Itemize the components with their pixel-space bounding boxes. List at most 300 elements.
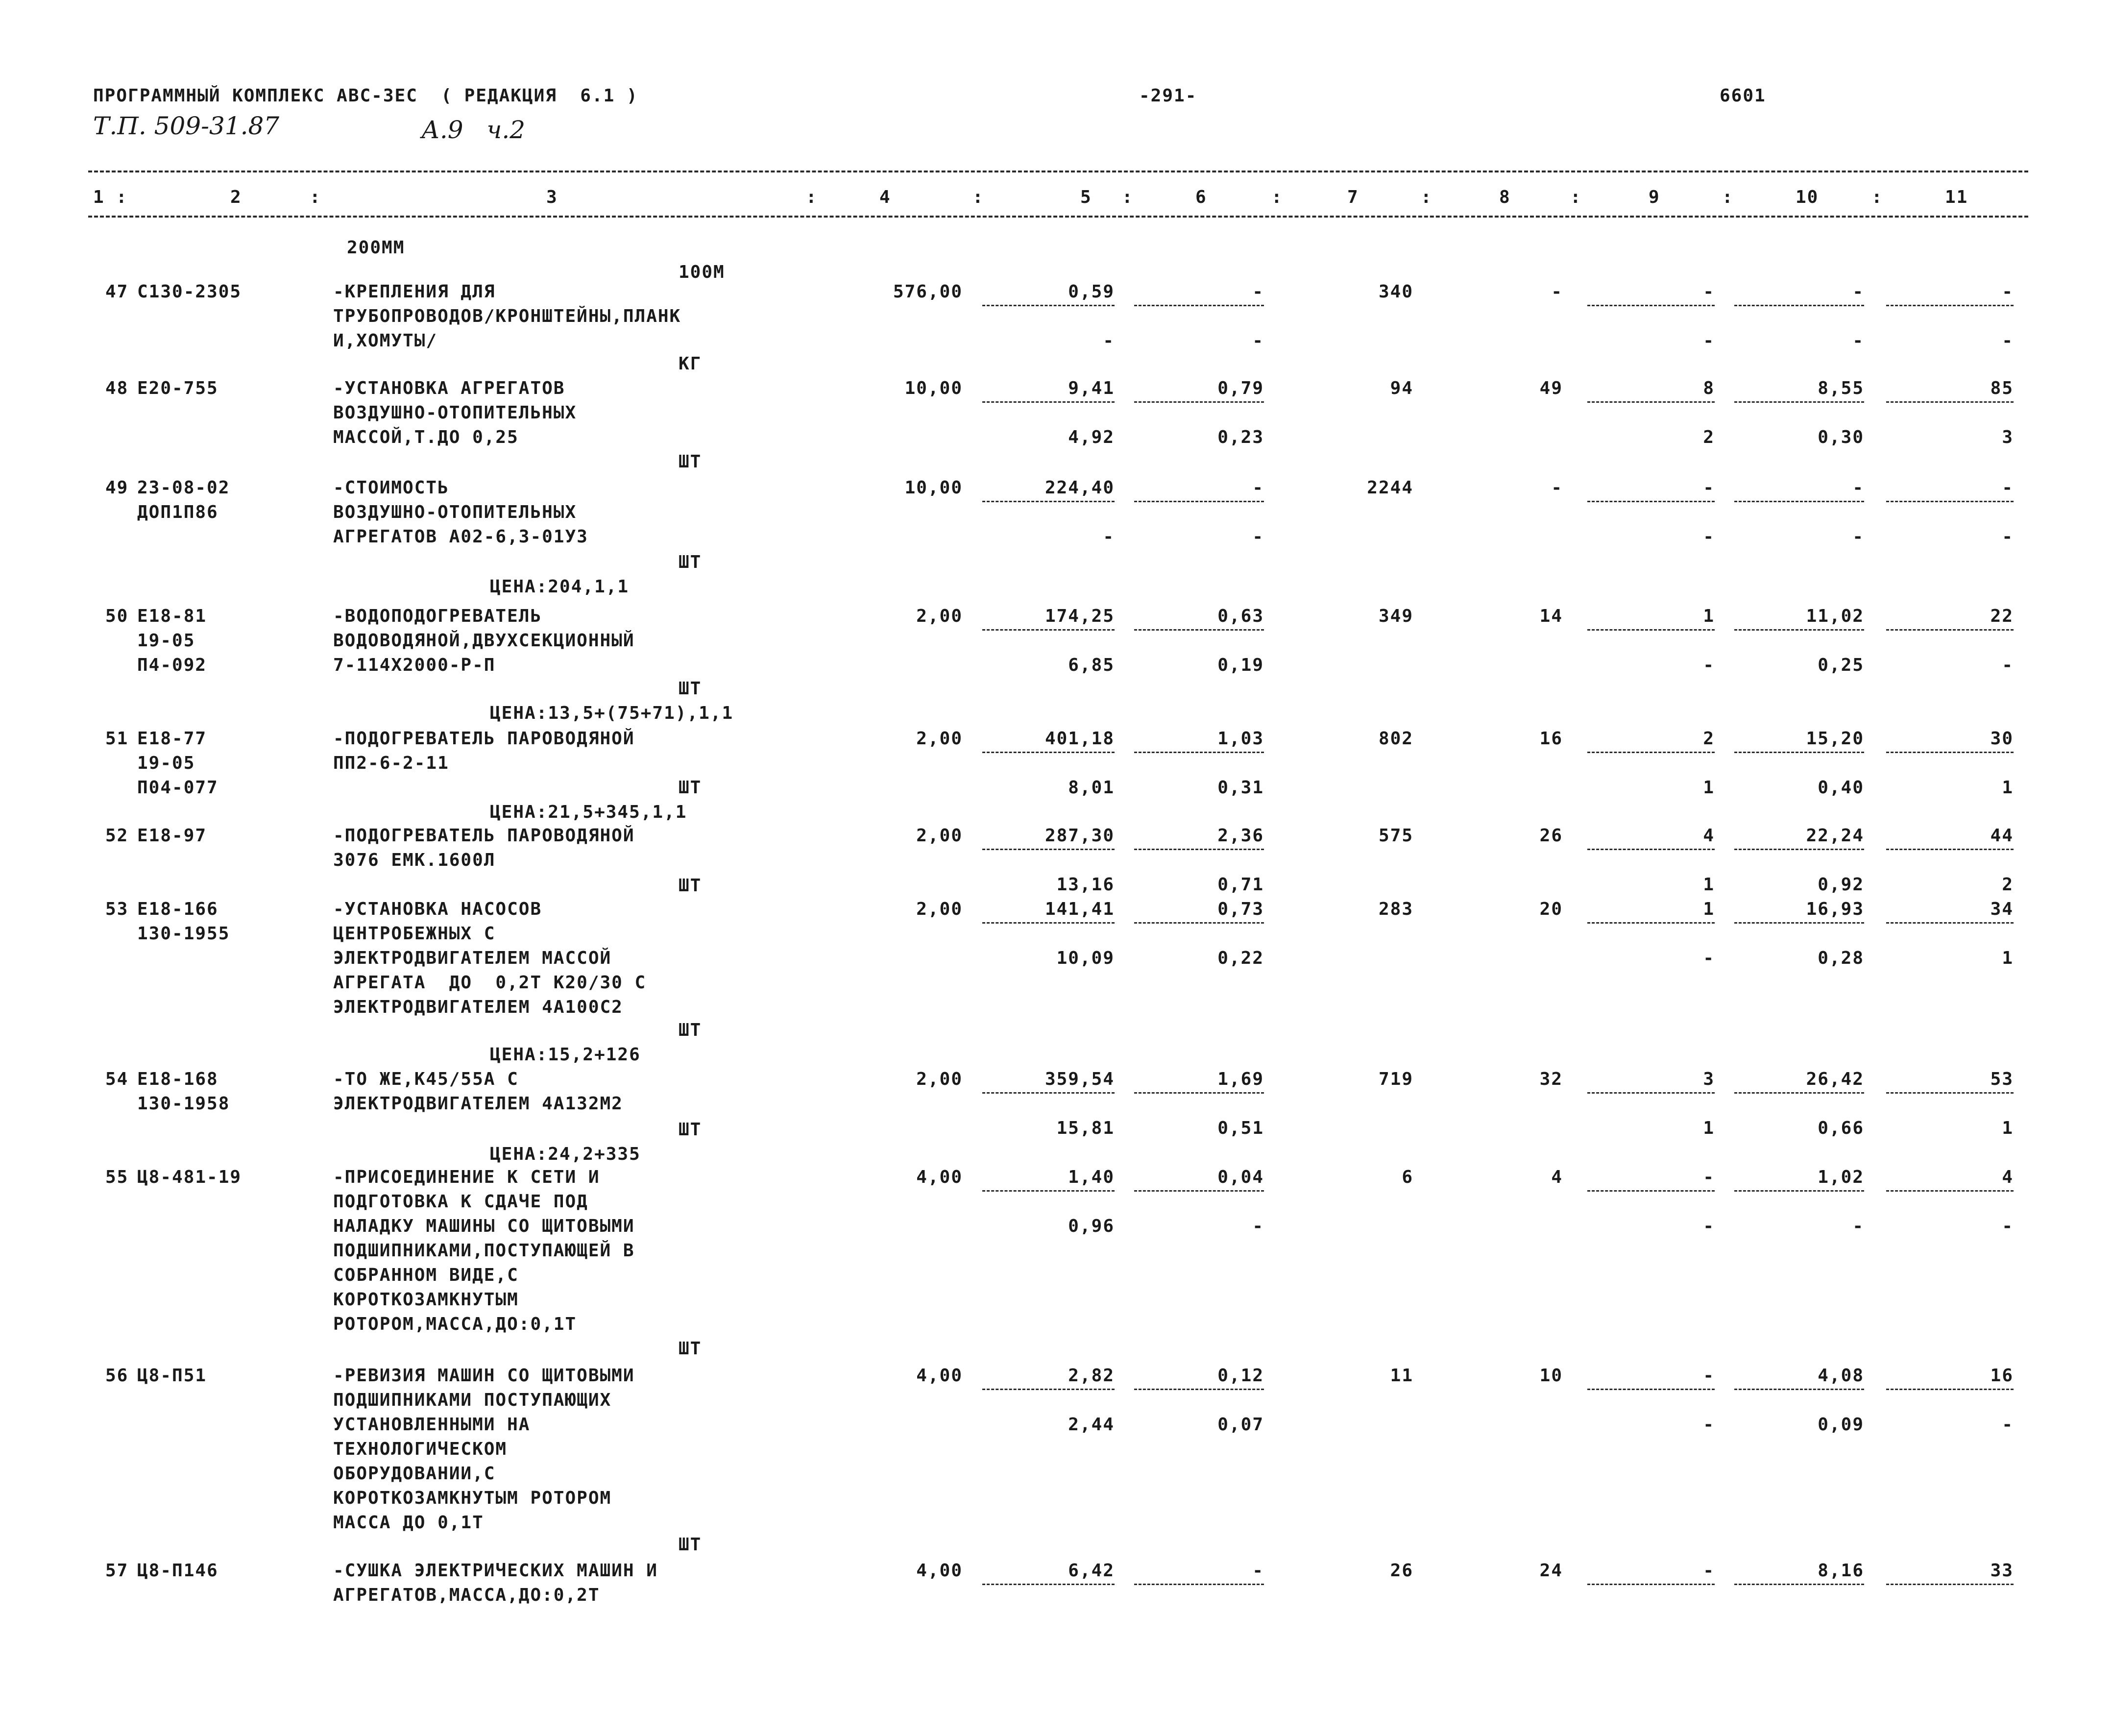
fraction-rule [1886,1190,2014,1192]
fraction-rule [1134,401,1264,403]
cost-unit-machines: - [1252,478,1264,498]
quantity-value: 2,00 [916,826,963,846]
quantity-value: 10,00 [904,378,963,398]
fraction-rule [1134,752,1264,753]
item-description: -УСТАНОВКА НАСОСОВ [333,899,542,919]
cost-unit-total: 1,40 [1068,1167,1115,1187]
labor-hours-total: 4 [2002,1167,2014,1187]
fraction-rule [1587,1190,1715,1192]
total-direct-cost: 6 [1402,1167,1413,1187]
total-wages: 16 [1539,729,1563,749]
fraction-rule [1734,1389,1864,1390]
norm-code: Е18-77 [137,729,207,749]
row-number: 54 [105,1069,129,1089]
column-header-9: 9 [1649,187,1660,207]
column-separator: : [1271,187,1283,207]
quantity-value: 576,00 [893,282,963,302]
fraction-rule [1134,629,1264,631]
column-header-3: 3 [546,187,558,207]
item-description: СОБРАННОМ ВИДЕ,С [333,1265,519,1285]
item-description: ПОДШИПНИКАМИ ПОСТУПАЮЩИХ [333,1390,612,1410]
labor-hours-machines-total: 1 [2002,778,2014,798]
labor-hours-machines-total: - [2002,655,2014,675]
norm-code: ДОП1П86 [137,502,218,522]
total-wages: 32 [1539,1069,1563,1089]
labor-cost-value: 1 [1703,899,1715,919]
fraction-rule [1587,629,1715,631]
fraction-rule [1734,629,1864,631]
row-number: 50 [105,606,129,626]
quantity-value: 4,00 [916,1561,963,1581]
cost-unit-total: 174,25 [1044,606,1115,626]
labor-hours-unit: 8,55 [1818,378,1864,398]
cost-unit-wages: 6,85 [1068,655,1115,675]
labor-hours-unit: 8,16 [1818,1561,1864,1581]
item-description: ПОДГОТОВКА К СДАЧЕ ПОД [333,1192,588,1212]
item-description: ПП2-6-2-11 [333,753,449,773]
cost-unit-wages: - [1103,331,1115,351]
quantity-value: 2,00 [916,729,963,749]
unit-of-measure: КГ [679,354,702,374]
labor-cost-machines: - [1703,655,1715,675]
labor-cost-machines: 1 [1703,778,1715,798]
item-description: ВОЗДУШНО-ОТОПИТЕЛЬНЫХ [333,403,577,423]
cost-unit-total: 2,82 [1068,1366,1115,1386]
labor-hours-total: - [2002,478,2014,498]
unit-of-measure: ШТ [679,876,702,896]
fraction-rule [1587,752,1715,753]
total-wages: 24 [1539,1561,1563,1581]
price-note: ЦЕНА:24,2+335 [490,1144,641,1164]
norm-code: Ц8-481-19 [137,1167,242,1187]
continuation-unit: 100М [679,262,725,282]
item-description: ПОДШИПНИКАМИ,ПОСТУПАЮЩЕЙ В [333,1241,635,1261]
price-note: ЦЕНА:21,5+345,1,1 [490,802,687,822]
total-direct-cost: 2244 [1367,478,1413,498]
fraction-rule [1734,1584,1864,1585]
labor-cost-value: 4 [1703,826,1715,846]
cost-unit-total: 224,40 [1044,478,1115,498]
cost-unit-machine-wages: - [1252,1216,1264,1236]
fraction-rule [1734,922,1864,924]
fraction-rule [1886,501,2014,502]
fraction-rule [982,752,1115,753]
total-direct-cost: 94 [1390,378,1413,398]
norm-code: Ц8-П146 [137,1561,218,1581]
norm-code: Е18-168 [137,1069,218,1089]
labor-hours-machines-unit: 0,30 [1818,427,1864,447]
unit-of-measure: ШТ [679,1120,702,1140]
cost-unit-machine-wages: - [1252,527,1264,547]
total-wages: 14 [1539,606,1563,626]
fraction-rule [1134,849,1264,850]
column-separator: : [1871,187,1883,207]
labor-hours-machines-total: - [2002,331,2014,351]
norm-code: 130-1955 [137,924,230,944]
item-description: 7-114Х2000-Р-П [333,655,496,675]
total-direct-cost: 719 [1378,1069,1413,1089]
fraction-rule [1134,1584,1264,1585]
column-separator: : [1122,187,1134,207]
column-header-8: 8 [1499,187,1511,207]
item-description: УСТАНОВЛЕННЫМИ НА [333,1415,531,1435]
labor-cost-value: 3 [1703,1069,1715,1089]
fraction-rule [1734,849,1864,850]
labor-cost-machines: - [1703,331,1715,351]
column-header-6: 6 [1195,187,1207,207]
column-separator: : [1722,187,1734,207]
norm-code: 23-08-02 [137,478,230,498]
norm-code: Е20-755 [137,378,218,398]
norm-code: 19-05 [137,631,195,651]
cost-unit-machine-wages: - [1252,331,1264,351]
labor-cost-value: - [1703,478,1715,498]
column-header-5: 5 [1080,187,1092,207]
column-header-7: 7 [1347,187,1359,207]
total-wages: - [1551,282,1563,302]
labor-hours-machines-unit: - [1852,1216,1864,1236]
total-wages: 26 [1539,826,1563,846]
item-description: И,ХОМУТЫ/ [333,331,438,351]
norm-code: Е18-81 [137,606,207,626]
cost-unit-machines: 0,12 [1217,1366,1264,1386]
cost-unit-machine-wages: 0,51 [1217,1118,1264,1138]
fraction-rule [1587,401,1715,403]
item-description: ВОЗДУШНО-ОТОПИТЕЛЬНЫХ [333,502,577,522]
fraction-rule [1134,501,1264,502]
item-description: РОТОРОМ,МАССА,ДО:0,1Т [333,1314,577,1334]
total-direct-cost: 575 [1378,826,1413,846]
cost-unit-wages: 8,01 [1068,778,1115,798]
program-title: ПРОГРАММНЫЙ КОМПЛЕКС АВС-3ЕС ( РЕДАКЦИЯ 6.1 ) [93,86,638,106]
total-wages: 4 [1551,1167,1563,1187]
item-description: -УСТАНОВКА АГРЕГАТОВ [333,378,565,398]
column-header-10: 10 [1796,187,1819,207]
item-description: НАЛАДКУ МАШИНЫ СО ЩИТОВЫМИ [333,1216,635,1236]
fraction-rule [982,1389,1115,1390]
labor-hours-machines-total: - [2002,527,2014,547]
cost-unit-machine-wages: 0,31 [1217,778,1264,798]
fraction-rule [982,922,1115,924]
cost-unit-machine-wages: 0,71 [1217,875,1264,895]
price-note: ЦЕНА:13,5+(75+71),1,1 [490,703,734,723]
labor-hours-machines-total: 1 [2002,1118,2014,1138]
labor-cost-machines: 2 [1703,427,1715,447]
row-number: 51 [105,729,129,749]
total-direct-cost: 283 [1378,899,1413,919]
total-wages: 49 [1539,378,1563,398]
cost-unit-total: 0,59 [1068,282,1115,302]
total-direct-cost: 11 [1390,1366,1413,1386]
cost-unit-wages: 10,09 [1056,948,1115,968]
unit-of-measure: ШТ [679,778,702,798]
fraction-rule [1134,1092,1264,1094]
row-number: 57 [105,1561,129,1581]
fraction-rule [1734,1092,1864,1094]
labor-hours-total: - [2002,282,2014,302]
total-wages: - [1551,478,1563,498]
column-header-1: 1 [93,187,105,207]
item-description: АГРЕГАТОВ,МАССА,ДО:0,2Т [333,1585,600,1605]
cost-unit-wages: 0,96 [1068,1216,1115,1236]
unit-of-measure: ШТ [679,552,702,572]
total-direct-cost: 802 [1378,729,1413,749]
cost-unit-machines: 0,63 [1217,606,1264,626]
column-header-11: 11 [1945,187,1968,207]
item-description: -ПОДОГРЕВАТЕЛЬ ПАРОВОДЯНОЙ [333,729,635,749]
fraction-rule [1587,305,1715,306]
cost-unit-wages: 2,44 [1068,1415,1115,1435]
labor-cost-value: 2 [1703,729,1715,749]
item-description: АГРЕГАТА ДО 0,2Т К20/30 С [333,973,647,993]
labor-hours-unit: 26,42 [1806,1069,1864,1089]
cost-unit-wages: 4,92 [1068,427,1115,447]
quantity-value: 10,00 [904,478,963,498]
cost-unit-total: 9,41 [1068,378,1115,398]
fraction-rule [1587,501,1715,502]
item-description: ЭЛЕКТРОДВИГАТЕЛЕМ 4А132М2 [333,1094,623,1114]
labor-hours-total: 16 [1990,1366,2014,1386]
cost-unit-machines: 1,69 [1217,1069,1264,1089]
norm-code: 19-05 [137,753,195,773]
cost-unit-wages: 15,81 [1056,1118,1115,1138]
item-description: -СУШКА ЭЛЕКТРИЧЕСКИХ МАШИН И [333,1561,658,1581]
norm-code: П4-092 [137,655,207,675]
row-number: 55 [105,1167,129,1187]
labor-cost-machines: - [1703,527,1715,547]
labor-hours-unit: 1,02 [1818,1167,1864,1187]
handwritten-section-mark: А.9 ч.2 [421,116,526,144]
cost-unit-machines: 2,36 [1217,826,1264,846]
item-description: ЭЛЕКТРОДВИГАТЕЛЕМ 4А100С2 [333,997,623,1017]
labor-hours-unit: - [1852,282,1864,302]
unit-of-measure: ШТ [679,1020,702,1040]
item-description: КОРОТКОЗАМКНУТЫМ РОТОРОМ [333,1488,612,1508]
cost-unit-machine-wages: 0,19 [1217,655,1264,675]
labor-hours-unit: 22,24 [1806,826,1864,846]
unit-of-measure: ШТ [679,679,702,699]
fraction-rule [1134,1190,1264,1192]
fraction-rule [1134,922,1264,924]
fraction-rule [1587,1092,1715,1094]
labor-hours-unit: 11,02 [1806,606,1864,626]
fraction-rule [1587,849,1715,850]
labor-hours-total: 53 [1990,1069,2014,1089]
fraction-rule [1587,1584,1715,1585]
document-code: 6601 [1720,86,1766,106]
labor-hours-machines-unit: 0,25 [1818,655,1864,675]
total-direct-cost: 26 [1390,1561,1413,1581]
labor-hours-machines-unit: 0,66 [1818,1118,1864,1138]
unit-of-measure: ШТ [679,1535,702,1555]
norm-code: Ц8-П51 [137,1366,207,1386]
labor-cost-machines: 1 [1703,1118,1715,1138]
labor-cost-machines: - [1703,948,1715,968]
total-direct-cost: 349 [1378,606,1413,626]
fraction-rule [1587,1389,1715,1390]
fraction-rule [1734,501,1864,502]
labor-hours-machines-unit: - [1852,331,1864,351]
column-separator: : [310,187,321,207]
total-wages: 10 [1539,1366,1563,1386]
fraction-rule [1886,305,2014,306]
item-description: АГРЕГАТОВ А02-6,3-01У3 [333,527,588,547]
labor-cost-machines: - [1703,1216,1715,1236]
labor-cost-value: 1 [1703,606,1715,626]
unit-of-measure: ШТ [679,1339,702,1359]
fraction-rule [982,1584,1115,1585]
labor-cost-value: - [1703,1366,1715,1386]
fraction-rule [982,501,1115,502]
labor-hours-unit: 16,93 [1806,899,1864,919]
labor-hours-machines-total: 3 [2002,427,2014,447]
row-number: 49 [105,478,129,498]
item-description: -ВОДОПОДОГРЕВАТЕЛЬ [333,606,542,626]
labor-hours-machines-unit: - [1852,527,1864,547]
item-description: -ТО ЖЕ,К45/55А С [333,1069,519,1089]
labor-hours-total: 44 [1990,826,2014,846]
fraction-rule [982,1092,1115,1094]
item-description: ОБОРУДОВАНИИ,С [333,1464,496,1484]
column-header-4: 4 [879,187,891,207]
cost-unit-machines: 0,79 [1217,378,1264,398]
fraction-rule [1734,752,1864,753]
quantity-value: 2,00 [916,606,963,626]
column-separator: : [1570,187,1582,207]
handwritten-project-number: Т.П. 509-31.87 [93,112,280,140]
labor-cost-value: - [1703,282,1715,302]
item-description: ТРУБОПРОВОДОВ/КРОНШТЕЙНЫ,ПЛАНК [333,306,681,326]
continuation-description: 200ММ [347,238,405,258]
fraction-rule [1886,849,2014,850]
total-wages: 20 [1539,899,1563,919]
item-description: МАССОЙ,Т.ДО 0,25 [333,427,519,447]
fraction-rule [1886,752,2014,753]
labor-hours-machines-total: 2 [2002,875,2014,895]
norm-code: Е18-166 [137,899,218,919]
cost-unit-wages: - [1103,527,1115,547]
fraction-rule [1734,1190,1864,1192]
row-number: 53 [105,899,129,919]
cost-unit-machines: 0,04 [1217,1167,1264,1187]
page-number: -291- [1139,86,1197,106]
cost-unit-machine-wages: 0,22 [1217,948,1264,968]
norm-code: Е18-97 [137,826,207,846]
column-header-2: 2 [230,187,242,207]
labor-cost-value: 8 [1703,378,1715,398]
labor-hours-machines-total: - [2002,1415,2014,1435]
cost-unit-total: 141,41 [1044,899,1115,919]
labor-hours-machines-unit: 0,09 [1818,1415,1864,1435]
cost-unit-machines: - [1252,282,1264,302]
quantity-value: 4,00 [916,1366,963,1386]
fraction-rule [1886,629,2014,631]
labor-hours-total: 33 [1990,1561,2014,1581]
fraction-rule [982,849,1115,850]
fraction-rule [1886,1584,2014,1585]
labor-cost-machines: - [1703,1415,1715,1435]
item-description: -ПОДОГРЕВАТЕЛЬ ПАРОВОДЯНОЙ [333,826,635,846]
norm-code: С130-2305 [137,282,242,302]
fraction-rule [1134,1389,1264,1390]
unit-of-measure: ШТ [679,452,702,472]
labor-cost-value: - [1703,1167,1715,1187]
labor-hours-machines-unit: 0,92 [1818,875,1864,895]
item-description: -СТОИМОСТЬ [333,478,449,498]
cost-unit-total: 401,18 [1044,729,1115,749]
row-number: 52 [105,826,129,846]
column-separator: : [972,187,984,207]
item-description: -ПРИСОЕДИНЕНИЕ К СЕТИ И [333,1167,600,1187]
labor-hours-unit: 15,20 [1806,729,1864,749]
fraction-rule [982,401,1115,403]
column-separator: : [1421,187,1432,207]
fraction-rule [1886,1092,2014,1094]
cost-unit-machine-wages: 0,07 [1217,1415,1264,1435]
labor-hours-unit: - [1852,478,1864,498]
column-separator: : [116,187,128,207]
total-direct-cost: 340 [1378,282,1413,302]
fraction-rule [1886,401,2014,403]
cost-unit-machine-wages: 0,23 [1217,427,1264,447]
fraction-rule [982,1190,1115,1192]
labor-hours-machines-total: 1 [2002,948,2014,968]
cost-unit-total: 6,42 [1068,1561,1115,1581]
item-description: ТЕХНОЛОГИЧЕСКОМ [333,1439,508,1459]
norm-code: 130-1958 [137,1094,230,1114]
labor-hours-total: 85 [1990,378,2014,398]
fraction-rule [1134,305,1264,306]
column-separator: : [806,187,818,207]
labor-hours-total: 30 [1990,729,2014,749]
row-number: 48 [105,378,129,398]
cost-unit-wages: 13,16 [1056,875,1115,895]
cost-unit-machines: - [1252,1561,1264,1581]
item-description: ВОДОВОДЯНОЙ,ДВУХСЕКЦИОННЫЙ [333,631,635,651]
fraction-rule [1734,305,1864,306]
labor-hours-machines-unit: 0,40 [1818,778,1864,798]
row-number: 56 [105,1366,129,1386]
labor-cost-machines: 1 [1703,875,1715,895]
item-description: КОРОТКОЗАМКНУТЫМ [333,1290,519,1310]
quantity-value: 2,00 [916,899,963,919]
quantity-value: 2,00 [916,1069,963,1089]
labor-cost-value: - [1703,1561,1715,1581]
labor-hours-machines-total: - [2002,1216,2014,1236]
item-description: ЦЕНТРОБЕЖНЫХ С [333,924,496,944]
fraction-rule [982,629,1115,631]
item-description: -РЕВИЗИЯ МАШИН СО ЩИТОВЫМИ [333,1366,635,1386]
price-note: ЦЕНА:204,1,1 [490,577,630,597]
norm-code: П04-077 [137,778,218,798]
row-number: 47 [105,282,129,302]
item-description: 3076 ЕМК.1600Л [333,850,496,870]
fraction-rule [1734,401,1864,403]
fraction-rule [1886,922,2014,924]
item-description: -КРЕПЛЕНИЯ ДЛЯ [333,282,496,302]
quantity-value: 4,00 [916,1167,963,1187]
item-description: ЭЛЕКТРОДВИГАТЕЛЕМ МАССОЙ [333,948,612,968]
cost-unit-total: 359,54 [1044,1069,1115,1089]
cost-unit-machines: 0,73 [1217,899,1264,919]
labor-hours-machines-unit: 0,28 [1818,948,1864,968]
fraction-rule [982,305,1115,306]
labor-hours-total: 34 [1990,899,2014,919]
fraction-rule [1587,922,1715,924]
cost-unit-total: 287,30 [1044,826,1115,846]
fraction-rule [1886,1389,2014,1390]
price-note: ЦЕНА:15,2+126 [490,1045,641,1065]
